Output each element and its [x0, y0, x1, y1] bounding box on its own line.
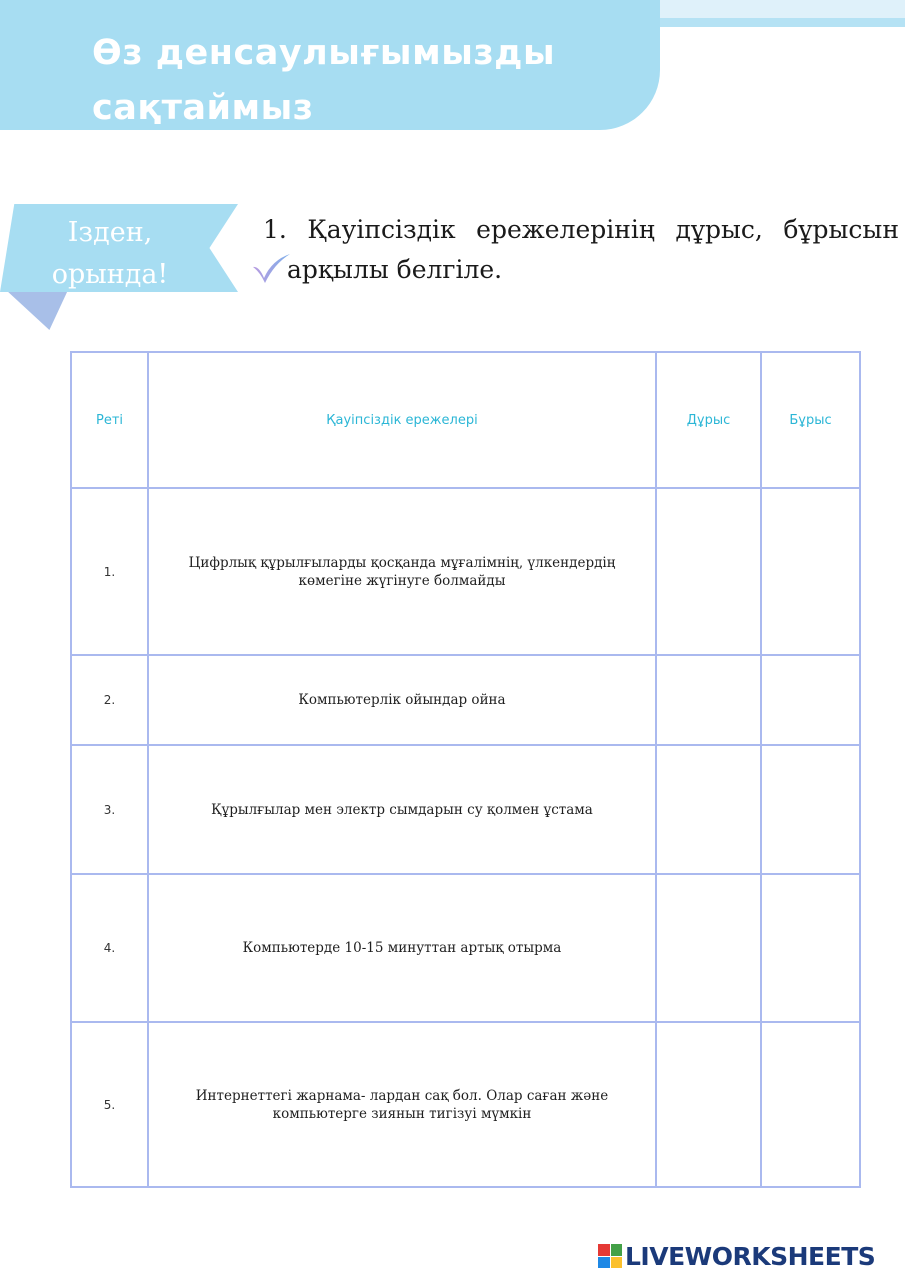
- rule-text: Интернеттегі жарнама- лардан сақ бол. Олар саған және компьютерге зиянын тигізуі мүмкін: [148, 1022, 656, 1187]
- rule-text: Компьютерде 10-15 минуттан артық отырма: [148, 874, 656, 1022]
- column-header-rules: Қауіпсіздік ережелері: [148, 352, 656, 488]
- ribbon-label-line2: орында!: [51, 259, 169, 290]
- page-title-line2: сақтаймыз: [92, 88, 314, 128]
- wrong-answer-cell[interactable]: [761, 1022, 860, 1187]
- correct-answer-cell[interactable]: [656, 1022, 761, 1187]
- column-header-correct: Дұрыс: [656, 352, 761, 488]
- table-row: [71, 655, 860, 745]
- brand-name: LIVEWORKSHEETS: [625, 1241, 876, 1271]
- correct-answer-cell[interactable]: [656, 745, 761, 874]
- liveworksheets-logo-icon: [598, 1244, 622, 1268]
- table-row: [71, 745, 860, 874]
- page-title-line1: Өз денсаулығымызды: [92, 33, 556, 73]
- table-row: [71, 874, 860, 1022]
- column-header-wrong: Бұрыс: [761, 352, 860, 488]
- table-row: [71, 488, 860, 655]
- table-header-row: [71, 352, 860, 488]
- table-row: [71, 1022, 860, 1187]
- check-mark-icon: [250, 250, 292, 286]
- correct-answer-cell[interactable]: [656, 488, 761, 655]
- row-number: 4.: [71, 874, 148, 1022]
- wrong-answer-cell[interactable]: [761, 745, 860, 874]
- wrong-answer-cell[interactable]: [761, 655, 860, 745]
- ribbon-label-line1: Ізден,: [67, 217, 153, 248]
- wrong-answer-cell[interactable]: [761, 874, 860, 1022]
- row-number: 1.: [71, 488, 148, 655]
- task-instruction: [263, 210, 899, 290]
- liveworksheets-brand: [598, 1238, 875, 1274]
- task-line2: арқылы белгіле.: [287, 255, 503, 284]
- column-header-order: Реті: [71, 352, 148, 488]
- rule-text: Цифрлық құрылғыларды қосқанда мұғалімнің, үлкендердің көмегіне жүгінуге болмайды: [148, 488, 656, 655]
- correct-answer-cell[interactable]: [656, 655, 761, 745]
- correct-answer-cell[interactable]: [656, 874, 761, 1022]
- task-line1: 1. Қауіпсіздік ережелерінің дұрыс, бұрысын: [263, 215, 899, 244]
- row-number: 5.: [71, 1022, 148, 1187]
- ribbon-label: [30, 212, 190, 296]
- page-title: [92, 26, 652, 136]
- row-number: 2.: [71, 655, 148, 745]
- rule-text: Құрылғылар мен электр сымдарын су қолмен ұстама: [148, 745, 656, 874]
- wrong-answer-cell[interactable]: [761, 488, 860, 655]
- safety-rules-table: [70, 351, 861, 1188]
- rule-text: Компьютерлік ойындар ойна: [148, 655, 656, 745]
- row-number: 3.: [71, 745, 148, 874]
- ribbon-fold: [6, 290, 68, 330]
